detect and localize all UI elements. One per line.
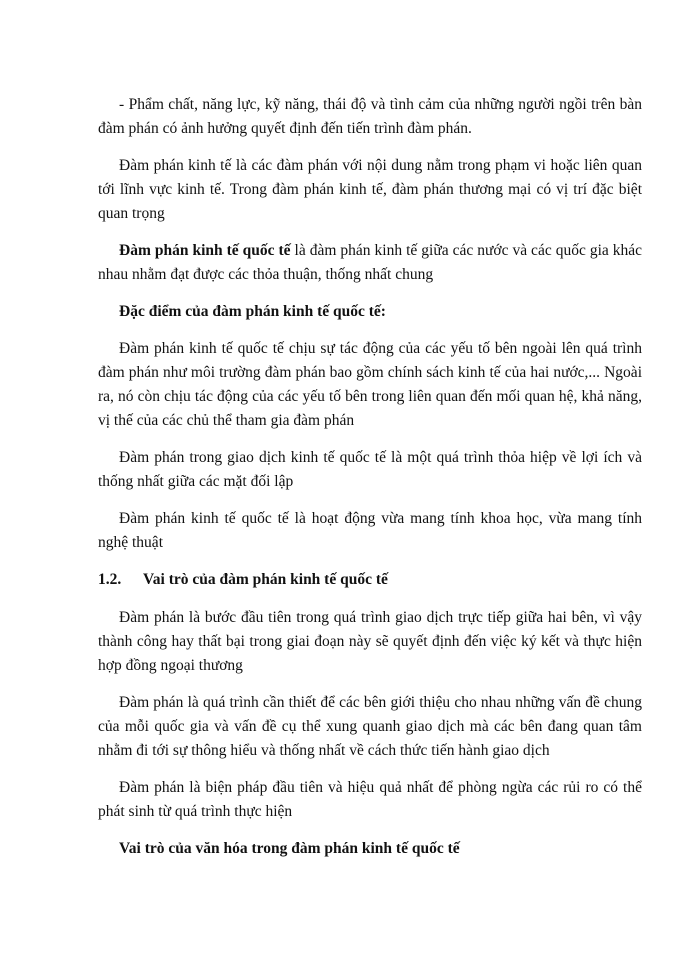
paragraph-compromise: Đàm phán trong giao dịch kinh tế quốc tế là một quá trình thỏa hiệp về lợi ích và thống nhất giữa các mặt đối lập xyxy=(98,449,642,490)
paragraph-science-art: Đàm phán kinh tế quốc tế là hoạt động vừa mang tính khoa học, vừa mang tính nghệ thuật xyxy=(98,510,642,551)
term-international-economic-negotiation: Đàm phán kinh tế quốc tế xyxy=(119,242,291,259)
section-title: Vai trò của đàm phán kinh tế quốc tế xyxy=(143,571,388,588)
paragraph-external-factors: Đàm phán kinh tế quốc tế chịu sự tác động của các yếu tố bên ngoài lên quá trình đàm phán như môi trường đàm phán bao gồm chính sách kinh tế của hai nước,... Ngoài ra, nó còn chịu tác động của các yếu tố bên trong liên quan đến mối quan hệ, khả năng, vị thế của các chủ thể tham gia đàm phán xyxy=(98,340,642,429)
section-heading-role xyxy=(98,568,642,592)
heading-features: Đặc điểm của đàm phán kinh tế quốc tế: xyxy=(119,303,386,320)
section-number: 1.2. xyxy=(98,571,122,588)
paragraph-necessary-process: Đàm phán là quá trình cần thiết để các bên giới thiệu cho nhau những vấn đề chung của mỗi quốc gia và vấn đề cụ thể xung quanh giao dịch mà các bên đang quan tâm nhằm đi tới sự thông hiểu và thống nhất về cách thức tiến hành giao dịch xyxy=(98,694,642,759)
paragraph-international-definition xyxy=(98,239,642,287)
paragraph-qualities: - Phẩm chất, năng lực, kỹ năng, thái độ và tình cảm của những người ngồi trên bàn đàm phán có ảnh hưởng quyết định đến tiến trình đàm phán. xyxy=(98,96,642,137)
paragraph-first-step: Đàm phán là bước đầu tiên trong quá trình giao dịch trực tiếp giữa hai bên, vì vậy thành công hay thất bại trong giai đoạn này sẽ quyết định đến việc ký kết và thực hiện hợp đồng ngoại thương xyxy=(98,609,642,674)
heading-culture-role: Vai trò của văn hóa trong đàm phán kinh tế quốc tế xyxy=(119,840,460,857)
paragraph-economic-negotiation: Đàm phán kinh tế là các đàm phán với nội dung nằm trong phạm vi hoặc liên quan tới lĩnh vực kinh tế. Trong đàm phán kinh tế, đàm phán thương mại có vị trí đặc biệt quan trọng xyxy=(98,157,642,222)
document-body xyxy=(98,93,642,874)
paragraph-risk-prevention: Đàm phán là biện pháp đầu tiên và hiệu quả nhất để phòng ngừa các rủi ro có thể phát sinh từ quá trình thực hiện xyxy=(98,779,642,820)
definition-text: là đàm phán kinh tế giữa các nước và các quốc gia khác nhau nhằm đạt được các thỏa thuận, thống nhất chung xyxy=(98,242,643,283)
